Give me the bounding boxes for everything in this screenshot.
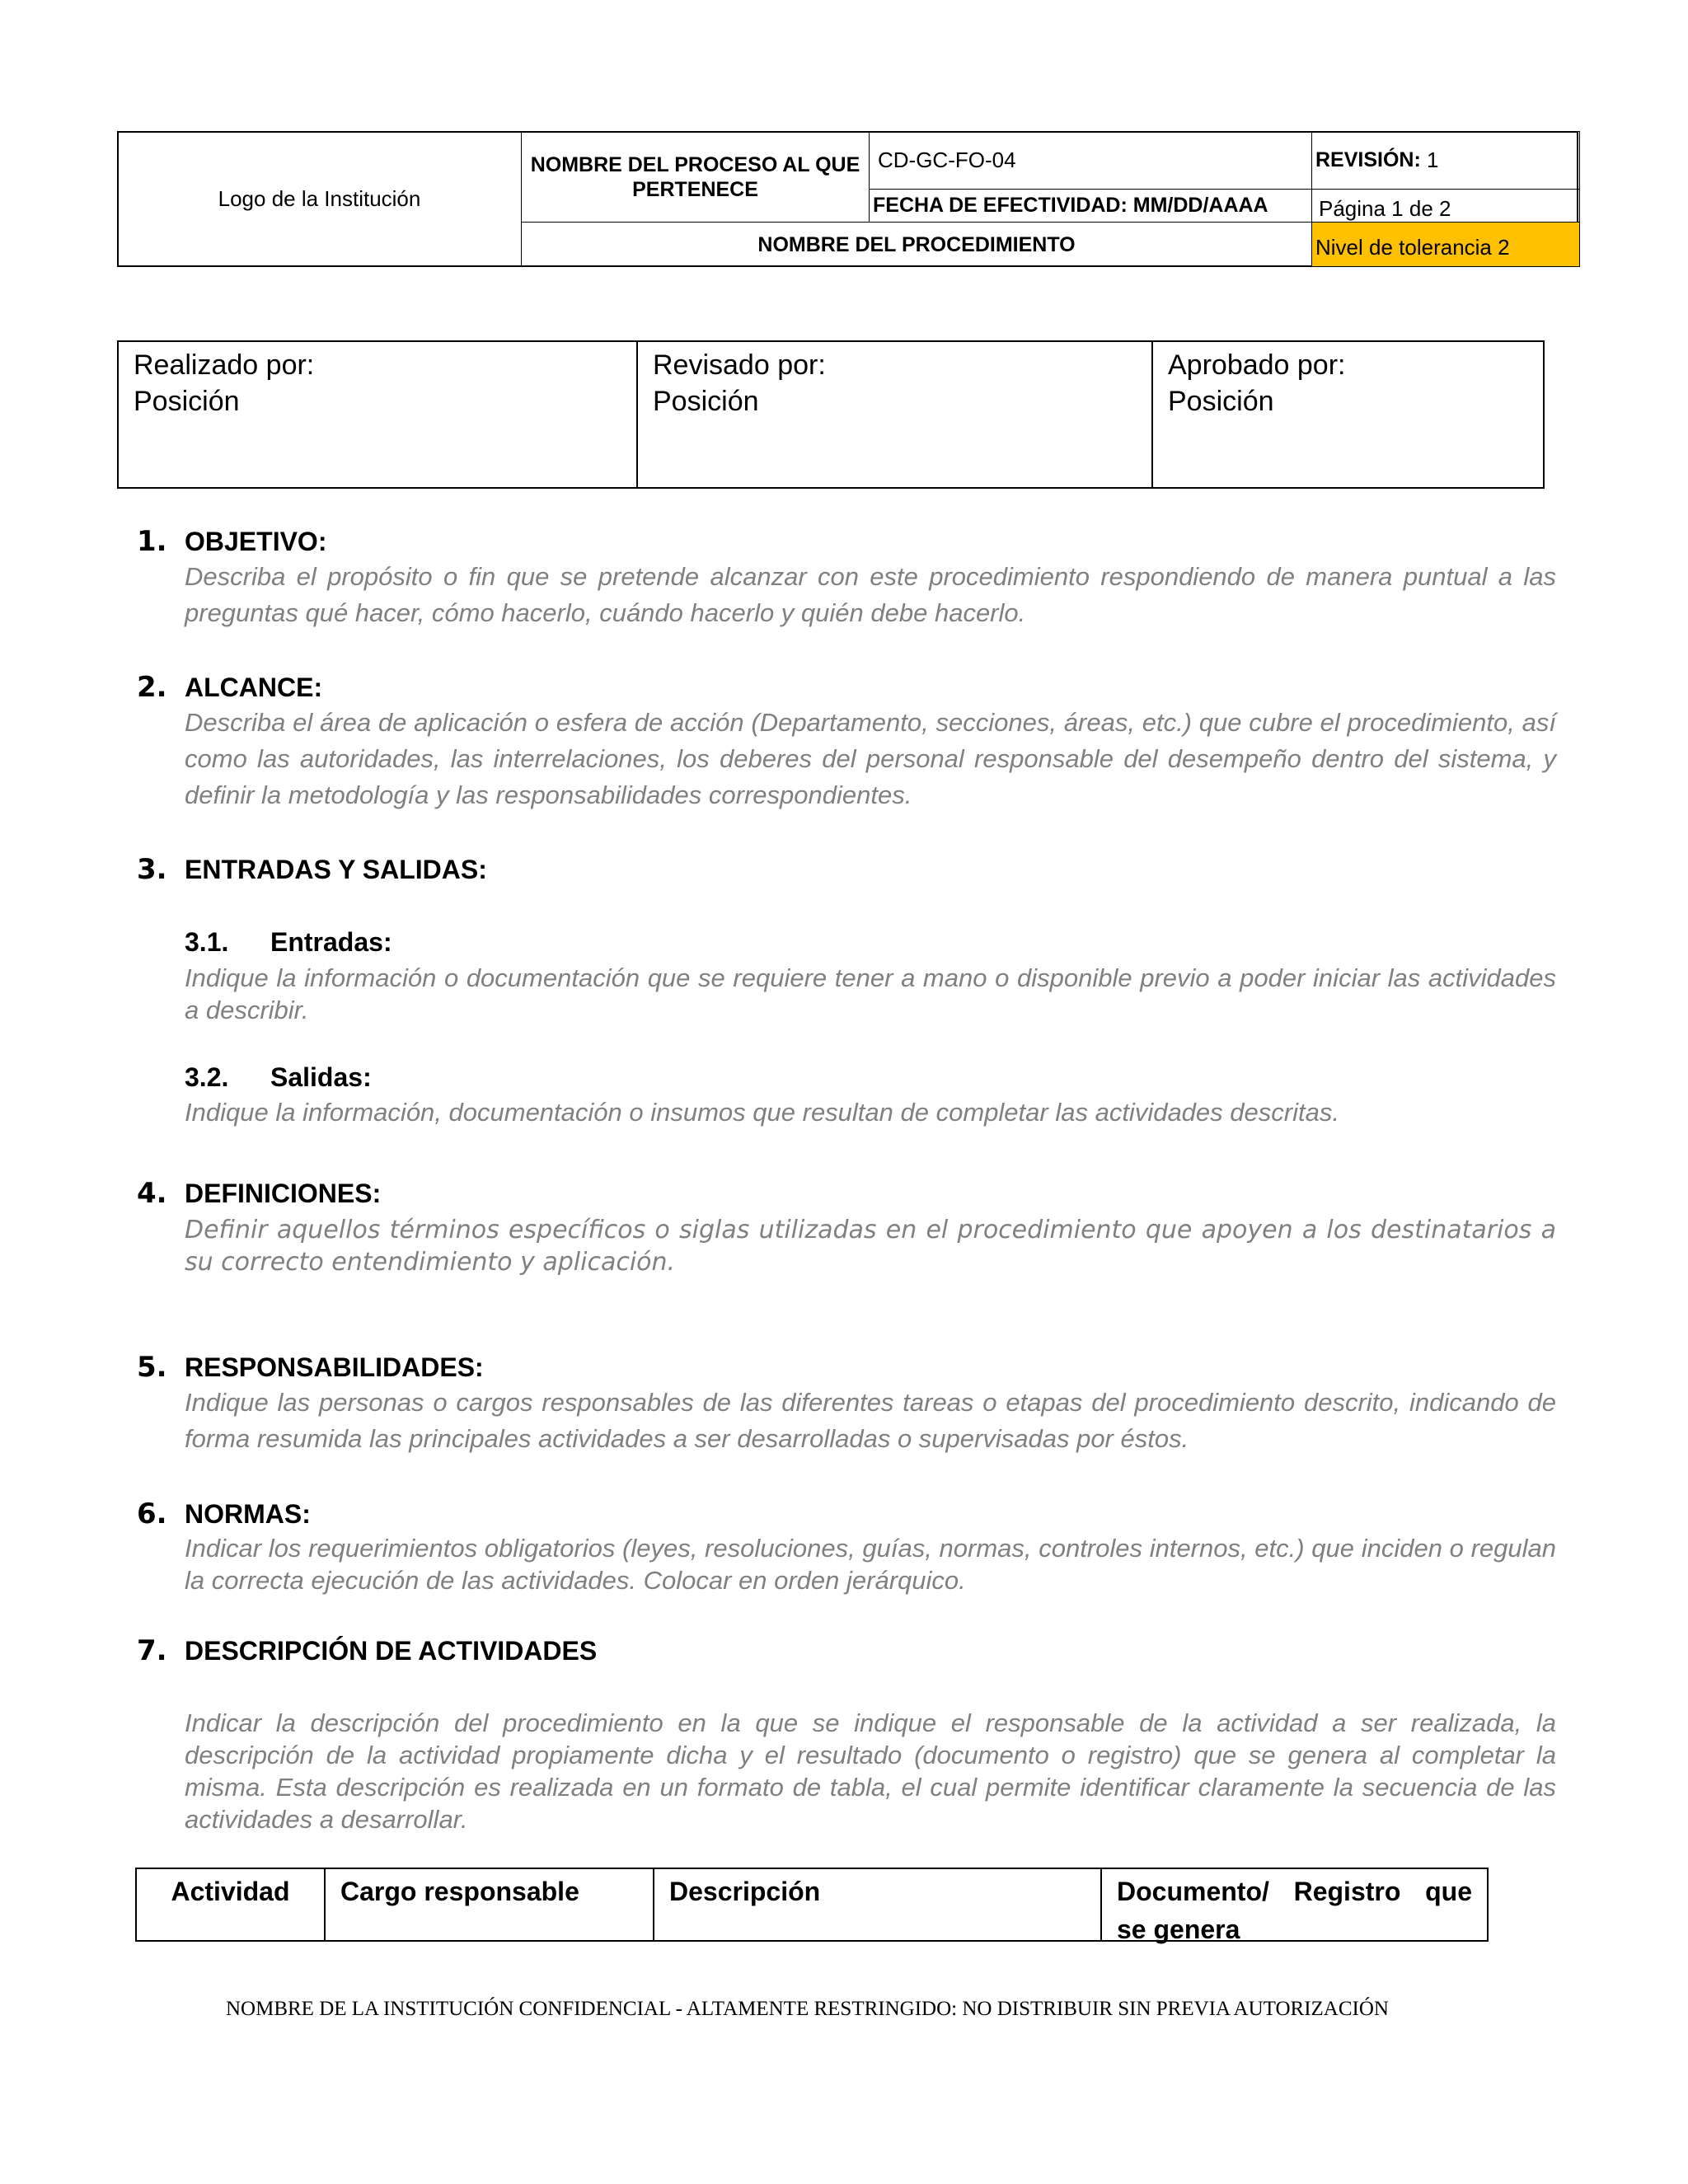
section-number: 6. [137, 1497, 167, 1530]
subsection-text-inputs: Indique la información o documentación que se requiere tener a mano o disponible previo a poder iniciar las actividades a describir. [185, 963, 1556, 1024]
page-number: Página 1 de 2 [1319, 196, 1451, 221]
section-number: 3. [137, 853, 167, 886]
signature-position: Posición [1168, 386, 1274, 417]
section-number: 1. [137, 525, 167, 558]
subsection-number: 3.1. [185, 927, 229, 957]
activity-table-header-document [1100, 1868, 1489, 1942]
institution-logo-placeholder [117, 131, 522, 267]
procedure-name: NOMBRE DEL PROCEDIMIENTO [757, 232, 1076, 256]
activity-table-header-activity [135, 1868, 326, 1942]
section-text-scope: Describa el área de aplicación o esfera de acción (Departamento, secciones, áreas, etc.) que cubre el procedimiento, así como las autoridades, las interrelaciones, los deberes del personal responsable del desempeño dentro del sistema, y definir la metodología y las responsabilidades correspondientes. [185, 708, 1556, 809]
activity-table-header-description [653, 1868, 1102, 1942]
section-title-norms: NORMAS: [185, 1499, 311, 1529]
section-text-definitions: Definir aquellos términos específicos o siglas utilizadas en el procedimiento que apoyen a los destinatarios a su correcto entendimiento y aplicación. [185, 1216, 1556, 1277]
revision-label: REVISIÓN: [1315, 148, 1421, 171]
signature-title: Revisado por: [653, 349, 826, 381]
section-text-objective: Describa el propósito o fin que se pretende alcanzar con este procedimiento respondiendo de manera puntual a las preguntas qué hacer, cómo hacerlo, cuándo hacerlo y quién debe hacerlo. [185, 562, 1556, 627]
process-name: NOMBRE DEL PROCESO AL QUE PERTENECE [530, 152, 860, 201]
subsection-title-inputs: Entradas: [270, 927, 392, 957]
section-number: 5. [137, 1351, 167, 1384]
section-title-inputs-outputs: ENTRADAS Y SALIDAS: [185, 855, 487, 884]
confidentiality-footer: NOMBRE DE LA INSTITUCIÓN CONFIDENCIAL - ALTAMENTE RESTRINGIDO: NO DISTRIBUIR SIN PREVIA AUTORIZACIÓN [226, 1998, 1389, 2020]
column-header: Documento/ Registro que se genera [1117, 1877, 1472, 1944]
signature-cell-approved [1151, 340, 1545, 489]
section-text-responsibilities: Indique las personas o cargos responsables de las diferentes tareas o etapas del procedimiento descrito, indicando de forma resumida las principales actividades a ser desarrolladas o supervisadas por éstos. [185, 1388, 1556, 1453]
signature-position: Posición [653, 386, 759, 417]
section-title-responsibilities: RESPONSABILIDADES: [185, 1352, 484, 1382]
signature-position: Posición [134, 386, 240, 417]
signature-title: Realizado por: [134, 349, 315, 381]
section-number: 4. [137, 1177, 167, 1210]
process-name-cell [521, 131, 870, 223]
activity-table-header-role [324, 1868, 654, 1942]
column-header: Actividad [171, 1877, 290, 1906]
column-header: Cargo responsable [340, 1877, 579, 1906]
signature-cell-reviewed [636, 340, 1153, 489]
subsection-text-outputs: Indique la información, documentación o insumos que resultan de completar las actividades descritas. [185, 1098, 1339, 1127]
signature-cell-prepared [117, 340, 638, 489]
section-title-objective: OBJETIVO: [185, 527, 327, 556]
revision-value: 1 [1427, 148, 1439, 172]
tolerance-level-cell [1311, 222, 1580, 267]
document-code-cell [869, 131, 1312, 190]
page-number-cell [1311, 189, 1580, 223]
subsection-number: 3.2. [185, 1062, 229, 1092]
section-title-scope: ALCANCE: [185, 673, 323, 702]
section-title-activities: DESCRIPCIÓN DE ACTIVIDADES [185, 1636, 598, 1666]
subsection-title-outputs: Salidas: [270, 1062, 372, 1092]
tolerance-level: Nivel de tolerancia 2 [1315, 235, 1510, 260]
column-header: Descripción [669, 1877, 821, 1906]
section-text-norms: Indicar los requerimientos obligatorios (leyes, resoluciones, guías, normas, controles internos, etc.) que inciden o regulan la correcta ejecución de las actividades. Colocar en orden jerárquico. [185, 1534, 1556, 1595]
section-title-definitions: DEFINICIONES: [185, 1179, 382, 1208]
section-number: 7. [137, 1634, 167, 1667]
effective-date-cell [869, 189, 1312, 223]
logo-label: Logo de la Institución [218, 186, 421, 211]
section-text-activities: Indicar la descripción del procedimiento en la que se indique el responsable de la actividad a ser realizada, la descripción de la actividad propiamente dicha y el resultado (documento o registro) que se genera al completar la misma. Esta descripción es realizada en un formato de tabla, el cual permite identificar claramente la secuencia de las actividades a desarrollar. [185, 1708, 1556, 1834]
document-code: CD-GC-FO-04 [878, 148, 1016, 172]
effective-date: FECHA DE EFECTIVIDAD: MM/DD/AAAA [873, 194, 1268, 217]
revision-cell [1311, 131, 1580, 190]
document-header [117, 131, 1578, 267]
signature-title: Aprobado por: [1168, 349, 1346, 381]
procedure-name-cell [521, 222, 1312, 267]
section-number: 2. [137, 671, 167, 704]
